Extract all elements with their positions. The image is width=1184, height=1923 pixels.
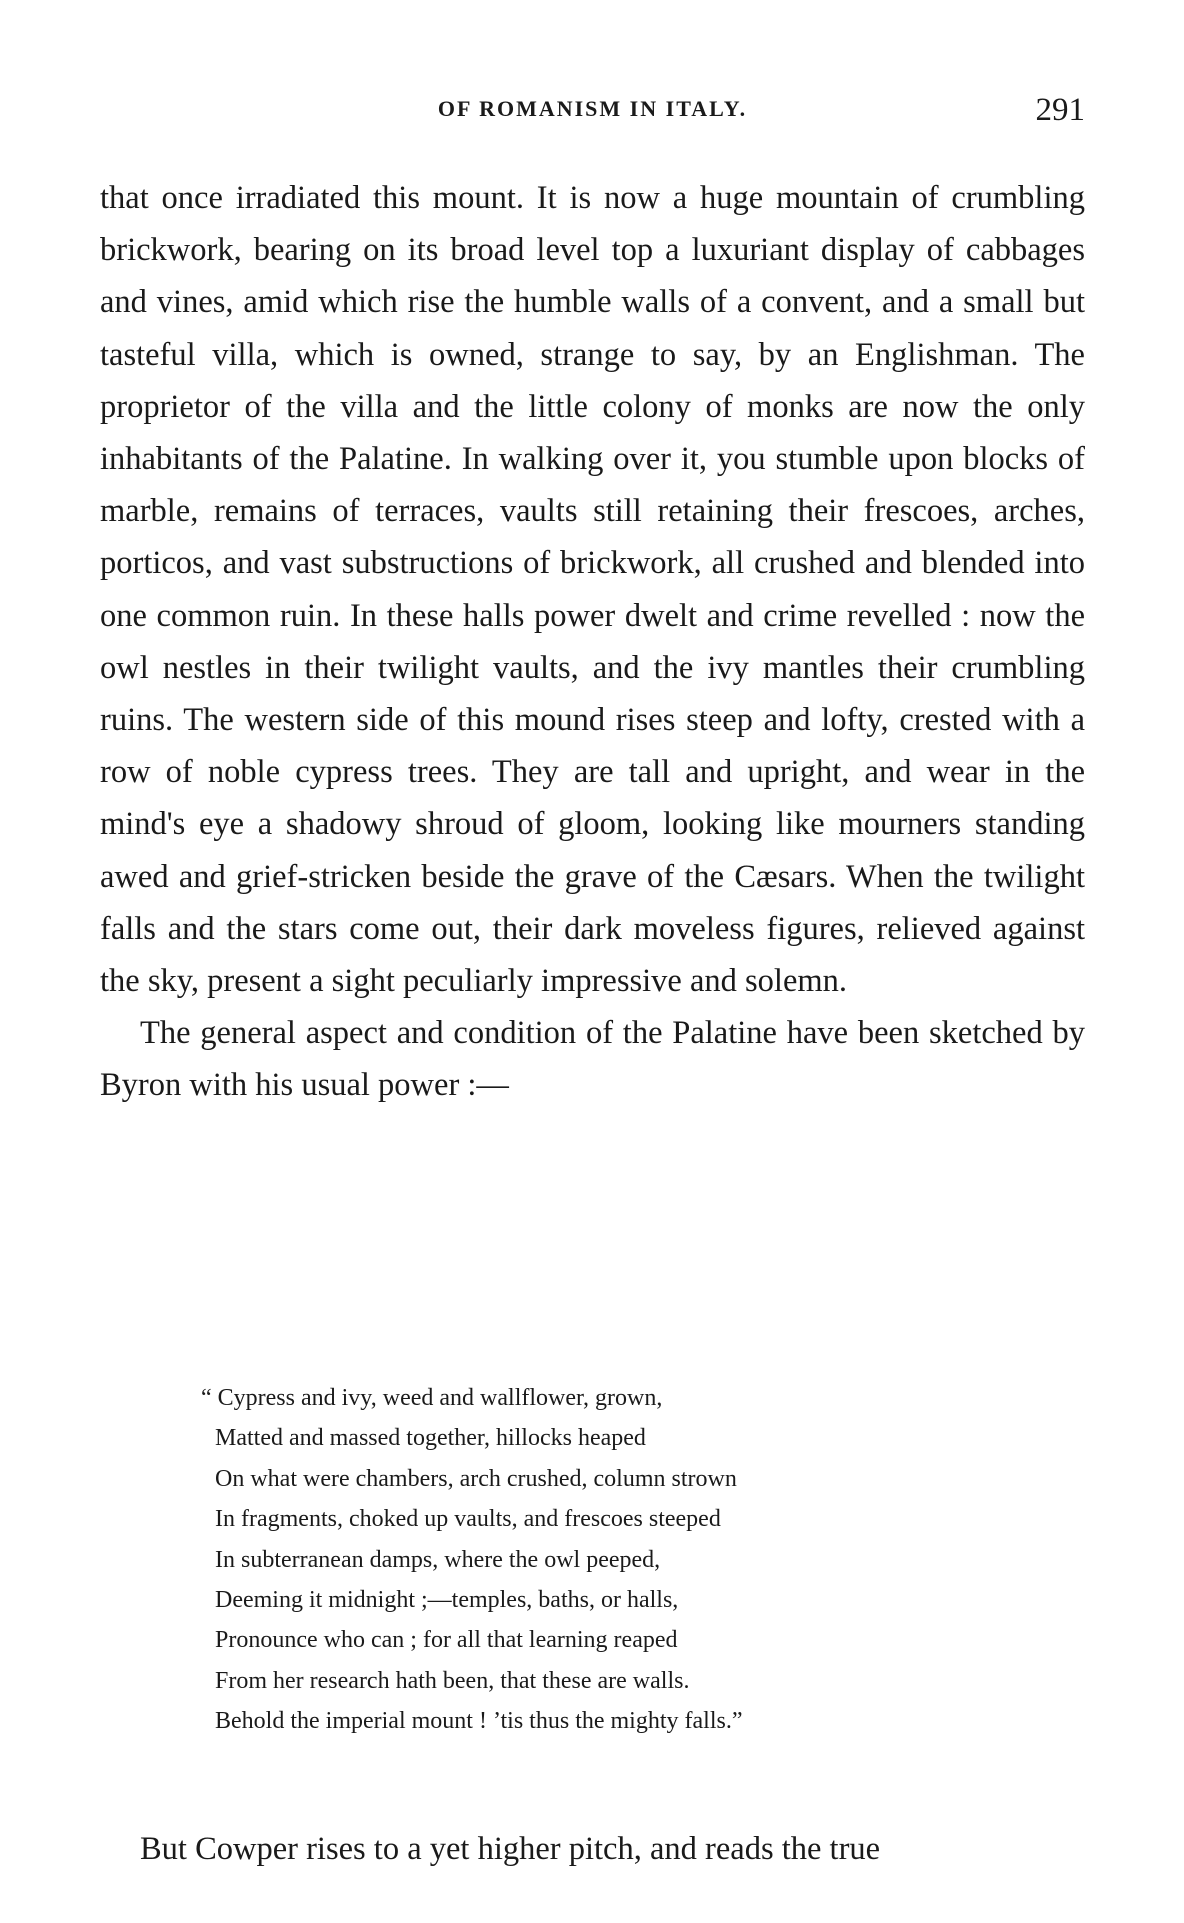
verse-line: On what were chambers, arch crushed, column strown [215,1465,737,1492]
page-number: 291 [1035,92,1085,128]
verse-line: Matted and massed together, hillocks heaped [215,1425,646,1452]
body-text [100,172,1085,1112]
verse-line: “ Cypress and ivy, weed and wallflower, grown, [201,1385,663,1411]
verse-line: Behold the imperial mount ! ’tis thus the mighty falls.” [215,1708,743,1735]
running-title: OF ROMANISM IN ITALY. [437,96,748,121]
running-head [100,92,1085,136]
paragraph-cowper: But Cowper rises to a yet higher pitch, and reads the true [140,1830,881,1867]
verse-line: Pronounce who can ; for all that learning reaped [215,1627,678,1654]
verse-line: In fragments, choked up vaults, and frescoes steeped [215,1506,721,1533]
paragraph-byron-intro: The general aspect and condition of the Palatine have been sketched by Byron with his usual power :— [100,1015,1085,1104]
verse-line: In subterranean damps, where the owl peeped, [215,1546,661,1573]
paragraph-continuation: that once irradiated this mount. It is now a huge mountain of crumbling brickwork, bearing on its broad level top a luxuriant display of cabbages and vines, amid which rise the humble walls of a convent, and a small but tasteful villa, which is owned, strange to say, by an Englishman. The proprietor of the villa and the little colony of monks are now the only inhabitants of the Palatine. In walking over it, you stumble upon blocks of marble, remains of terraces, vaults still retaining their frescoes, arches, porticos, and vast substructions of brickwork, all crushed and blended into one common ruin. In these halls power dwelt and crime revelled : now the owl nestles in their twilight vaults, and the ivy mantles their crumbling ruins. The western side of this mound rises steep and lofty, crested with a row of noble cypress trees. They are tall and upright, and wear in the mind's eye a shadowy shroud of gloom, looking like mourners standing awed and grief-stricken beside the grave of the Cæsars. When the twilight falls and the stars come out, their dark moveless figures, relieved against the sky, present a sight peculiarly impressive and solemn. [100,180,1085,1000]
verse-line: From her research hath been, that these are walls. [215,1667,690,1694]
verse-line: Deeming it midnight ;—temples, baths, or halls, [215,1587,679,1614]
byron-verse-quotation [201,1378,1015,1742]
